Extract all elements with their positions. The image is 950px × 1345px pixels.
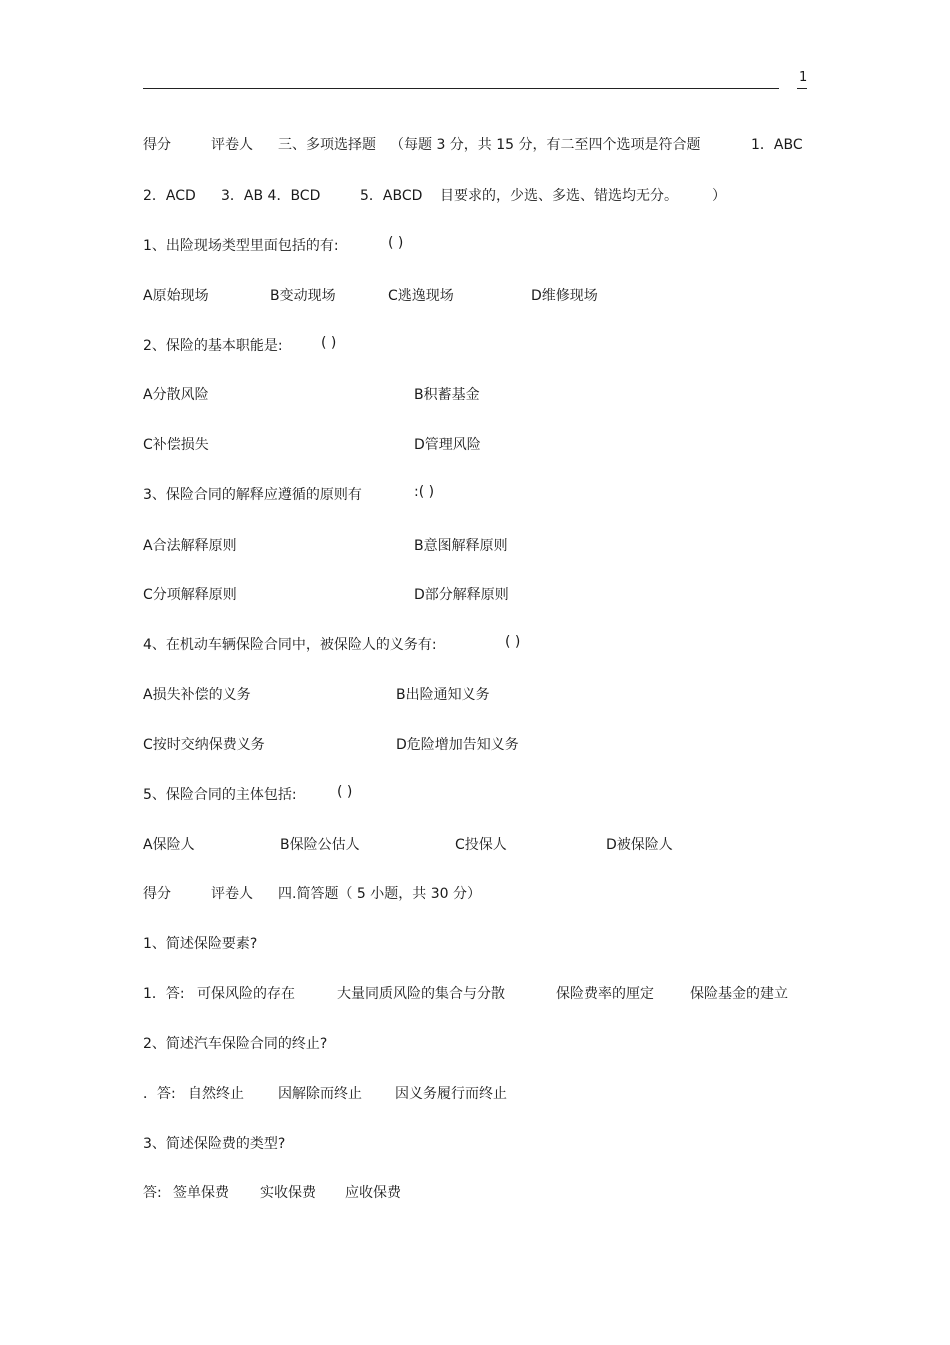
short-answer-1-prefix: 1．答: <box>143 986 185 1002</box>
question-4-stem: 4、在机动车辆保险合同中，被保险人的义务有: <box>143 637 437 653</box>
short-answer-3-question: 3、简述保险费的类型? <box>143 1136 286 1152</box>
q2-option-c: C补偿损失 <box>143 437 209 453</box>
section-title: 三、多项选择题 <box>278 137 376 153</box>
q4-option-d: D危险增加告知义务 <box>396 737 519 753</box>
grader-label-2: 评卷人 <box>211 886 253 902</box>
answer-2: 2．ACD <box>143 188 196 204</box>
question-4-blank: ( ) <box>505 634 521 650</box>
short-answer-1-item-2: 大量同质风险的集合与分散 <box>337 986 505 1002</box>
question-1-stem: 1、出险现场类型里面包括的有: <box>143 238 339 254</box>
page-number-underline <box>797 88 807 89</box>
short-answer-2-item-2: 因解除而终止 <box>278 1086 362 1102</box>
question-3-blank: :( ) <box>414 484 435 500</box>
section-rule-text-2: 目要求的，少选、多选、错选均无分。 <box>440 188 678 204</box>
question-5-blank: ( ) <box>337 784 353 800</box>
q1-option-a: A原始现场 <box>143 288 209 304</box>
short-answer-2-question: 2、简述汽车保险合同的终止? <box>143 1036 328 1052</box>
short-answer-3-prefix: 答: <box>143 1185 162 1201</box>
q1-option-c: C逃逸现场 <box>388 288 454 304</box>
page-number: 1 <box>799 70 808 85</box>
short-answer-2-item-3: 因义务履行而终止 <box>395 1086 507 1102</box>
score-label: 得分 <box>143 137 171 153</box>
question-2-blank: ( ) <box>321 335 337 351</box>
q2-option-d: D管理风险 <box>414 437 481 453</box>
close-paren: ） <box>712 188 726 204</box>
question-1-blank: ( ) <box>388 235 404 251</box>
answer-3-4: 3．AB 4．BCD <box>221 188 321 204</box>
q3-option-b: B意图解释原则 <box>414 538 508 554</box>
q4-option-b: B出险通知义务 <box>396 687 490 703</box>
q3-option-d: D部分解释原则 <box>414 587 509 603</box>
q1-option-b: B变动现场 <box>270 288 336 304</box>
question-2-stem: 2、保险的基本职能是: <box>143 338 283 354</box>
short-answer-2-prefix: ．答: <box>143 1086 176 1102</box>
section-rule-text: （每题 3 分，共 15 分，有二至四个选项是符合题 <box>390 137 701 153</box>
q5-option-b: B保险公估人 <box>280 837 360 853</box>
q5-option-c: C投保人 <box>455 837 507 853</box>
short-answer-3-item-1: 签单保费 <box>173 1185 229 1201</box>
answer-1: 1．ABC <box>751 137 803 153</box>
short-answer-1-item-1: 可保风险的存在 <box>197 986 295 1002</box>
q2-option-b: B积蓄基金 <box>414 387 480 403</box>
answer-5: 5．ABCD <box>360 188 423 204</box>
section-4-title: 四.简答题（ 5 小题，共 30 分） <box>278 886 481 902</box>
question-3-stem: 3、保险合同的解释应遵循的原则有 <box>143 487 362 503</box>
short-answer-2-item-1: 自然终止 <box>188 1086 244 1102</box>
q1-option-d: D维修现场 <box>531 288 598 304</box>
short-answer-3-item-2: 实收保费 <box>260 1185 316 1201</box>
q3-option-a: A合法解释原则 <box>143 538 237 554</box>
q3-option-c: C分项解释原则 <box>143 587 237 603</box>
short-answer-1-question: 1、简述保险要素? <box>143 936 258 952</box>
score-label-2: 得分 <box>143 886 171 902</box>
header-rule <box>143 88 779 89</box>
q4-option-a: A损失补偿的义务 <box>143 687 251 703</box>
short-answer-1-item-4: 保险基金的建立 <box>690 986 788 1002</box>
grader-label: 评卷人 <box>211 137 253 153</box>
q5-option-d: D被保险人 <box>606 837 673 853</box>
question-5-stem: 5、保险合同的主体包括: <box>143 787 297 803</box>
q4-option-c: C按时交纳保费义务 <box>143 737 265 753</box>
short-answer-1-item-3: 保险费率的厘定 <box>556 986 654 1002</box>
q5-option-a: A保险人 <box>143 837 195 853</box>
short-answer-3-item-3: 应收保费 <box>345 1185 401 1201</box>
q2-option-a: A分散风险 <box>143 387 209 403</box>
